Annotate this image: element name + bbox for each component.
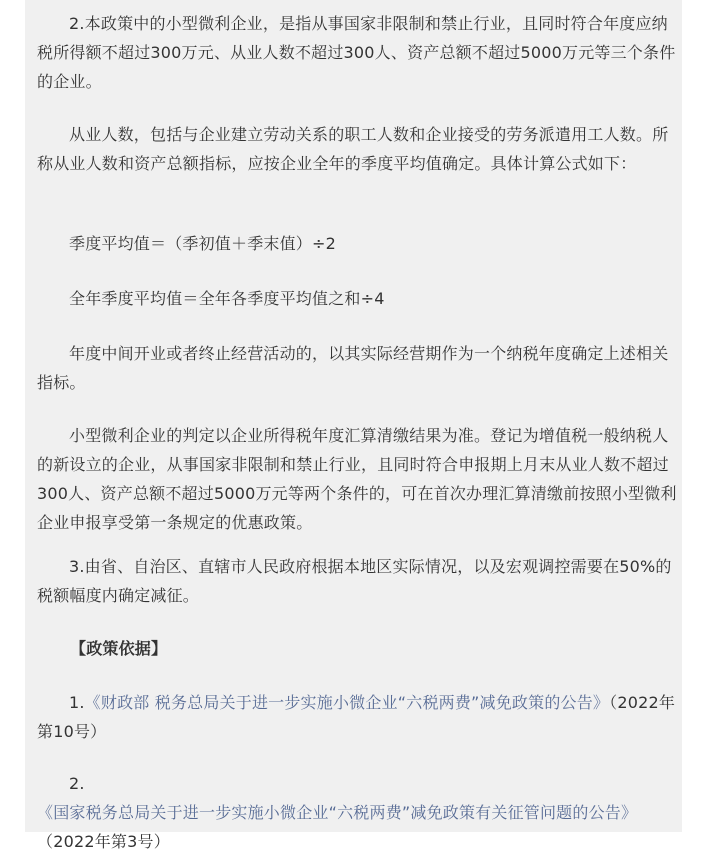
formula-quarterly-average: 季度平均值＝（季初值＋季末值）÷2 [69, 234, 336, 253]
paragraph-classification-rule: 小型微利企业的判定以企业所得税年度汇算清缴结果为准。登记为增值税一般纳税人的新设立的企业，从事国家非限制和禁止行业，且同时符合申报期上月末从业人数不超过300人、资产总额不超过5000万元等两个条件的，可在首次办理汇算清缴前按照小型微利企业申报享受第一条规定的优惠政策。 [37, 426, 677, 532]
policy-basis-heading: 【政策依据】 [70, 639, 168, 658]
policy-reference-1 [37, 688, 677, 746]
paragraph-small-micro-definition: 2.本政策中的小型微利企业，是指从事国家非限制和禁止行业，且同时符合年度应纳税所得额不超过300万元、从业人数不超过300人、资产总额不超过5000万元等三个条件的企业。 [37, 14, 676, 91]
reference-number: 2. [69, 774, 85, 793]
paragraph-reduction-range: 3.由省、自治区、直辖市人民政府根据本地区实际情况，以及宏观调控需要在50%的税额幅度内确定减征。 [37, 557, 672, 605]
reference-link-1[interactable]: 《财政部 税务总局关于进一步实施小微企业“六税两费”减免政策的公告》 [84, 693, 610, 712]
reference-number: 1. [69, 693, 85, 712]
formula-annual-average: 全年季度平均值＝全年各季度平均值之和÷4 [69, 289, 385, 308]
paragraph-mid-year-operations: 年度中间开业或者终止经营活动的，以其实际经营期作为一个纳税年度确定上述相关指标。 [37, 344, 669, 392]
policy-reference-2 [37, 769, 677, 856]
reference-note: （2022年第10号） [37, 693, 676, 741]
reference-link-2[interactable]: 《国家税务总局关于进一步实施小微企业“六税两费”减免政策有关征管问题的公告》 [37, 803, 638, 822]
paragraph-employee-count: 从业人数，包括与企业建立劳动关系的职工人数和企业接受的劳务派遣用工人数。所称从业人数和资产总额指标，应按企业全年的季度平均值确定。具体计算公式如下： [37, 125, 669, 173]
reference-note: （2022年第3号） [37, 832, 170, 851]
